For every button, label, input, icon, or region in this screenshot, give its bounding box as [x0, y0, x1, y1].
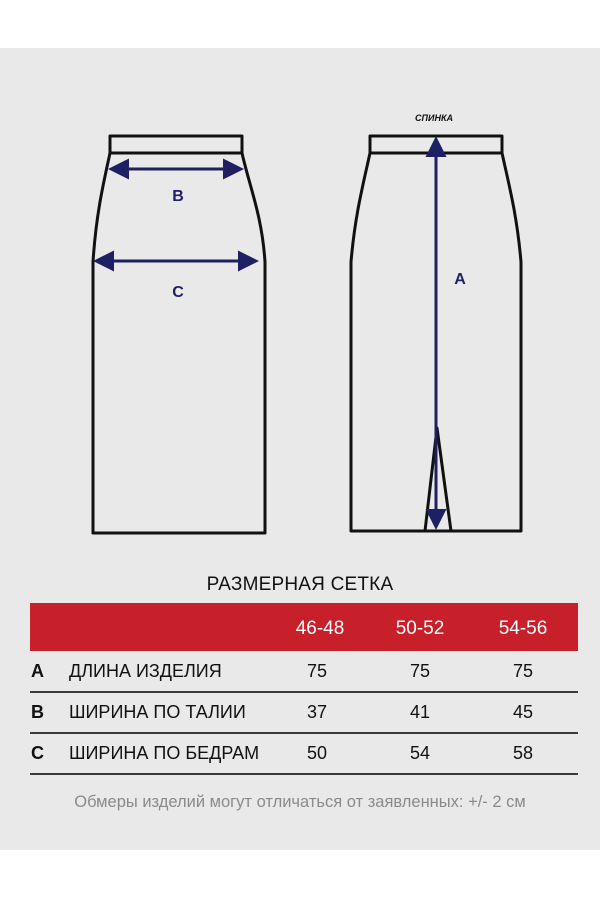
row-parameter: ШИРИНА ПО БЕДРАМ — [69, 743, 260, 763]
dimension-label-a: A — [454, 271, 466, 288]
table-row — [30, 651, 578, 693]
back-view-label: СПИНКА — [415, 113, 453, 123]
row-value: 58 — [512, 743, 534, 763]
row-value: 54 — [409, 743, 431, 763]
measurement-note: Обмеры изделий могут отличаться от заявленных: +/- 2 см — [74, 793, 526, 811]
dimension-label-c: C — [172, 284, 184, 301]
row-letter: A — [31, 661, 44, 681]
row-value: 41 — [409, 702, 431, 722]
row-letter: C — [31, 743, 44, 763]
table-row — [30, 733, 578, 775]
size-column-3: 54-56 — [498, 618, 548, 639]
row-letter: B — [31, 702, 44, 722]
size-table-title: РАЗМЕРНАЯ СЕТКА — [206, 574, 394, 595]
size-column-2: 50-52 — [395, 618, 445, 639]
size-table-header — [30, 603, 578, 651]
row-value: 75 — [409, 661, 431, 681]
size-column-1: 46-48 — [295, 618, 345, 639]
row-value: 45 — [512, 702, 534, 722]
table-row — [30, 692, 578, 734]
row-value: 37 — [306, 702, 328, 722]
row-parameter: ШИРИНА ПО ТАЛИИ — [69, 702, 246, 722]
row-parameter: ДЛИНА ИЗДЕЛИЯ — [69, 661, 222, 681]
row-value: 75 — [512, 661, 534, 681]
dimension-label-b: B — [172, 188, 184, 205]
row-value: 75 — [306, 661, 328, 681]
row-value: 50 — [306, 743, 328, 763]
